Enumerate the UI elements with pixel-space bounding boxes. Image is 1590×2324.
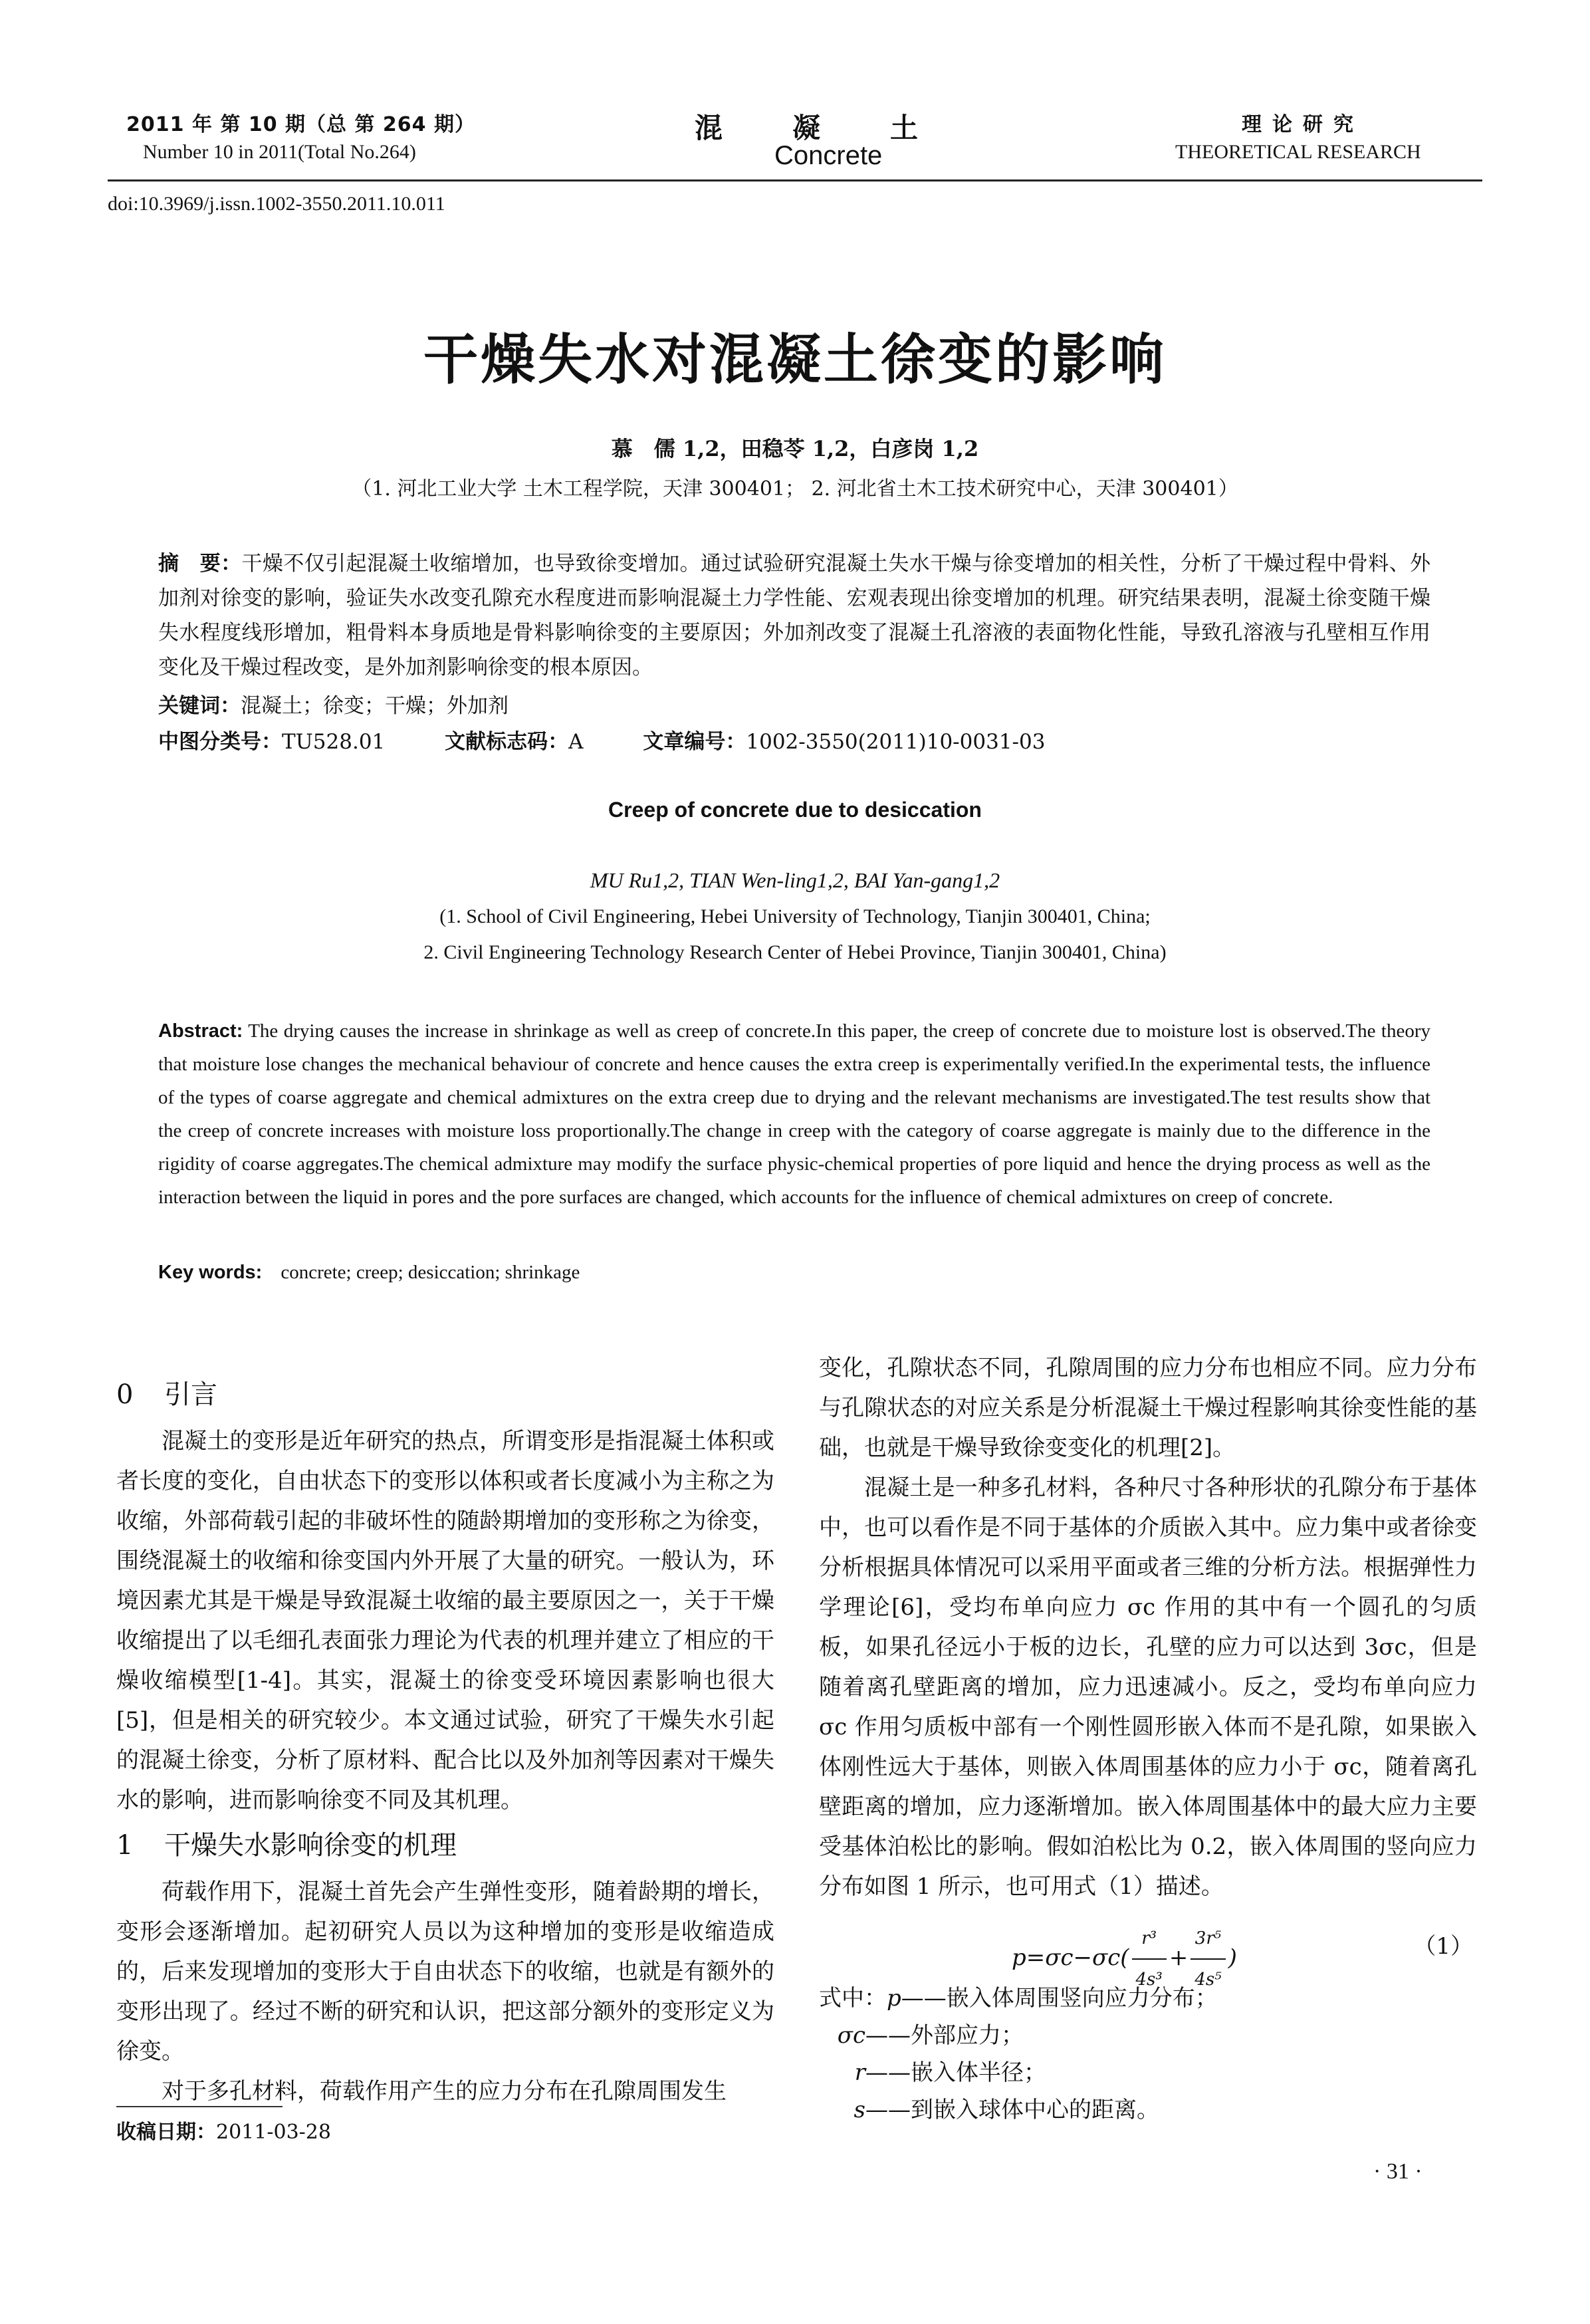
section-name-cn: 理论研究: [1242, 113, 1364, 136]
definition: ——到嵌入球体中心的距离。: [865, 2097, 1159, 2123]
abstract-cn: [158, 546, 1430, 685]
equation-rhs: ): [1228, 1944, 1237, 1971]
paragraph: 对于多孔材料，荷载作用产生的应力分布在孔隙周围发生: [162, 2078, 727, 2105]
journal-name-en: Concrete: [774, 141, 883, 170]
equation-body: [1012, 1918, 1237, 2000]
article-no-value: 1002-3550(2011)10-0031-03: [746, 730, 1046, 754]
section-title: 干燥失水影响徐变的机理: [164, 1830, 457, 1861]
page-number: · 31 ·: [1373, 2159, 1422, 2184]
header-rule: [108, 179, 1482, 181]
fraction-denominator: 4s⁵: [1194, 1970, 1222, 1990]
abstract-en-label: Abstract:: [158, 1020, 243, 1042]
fraction-2: [1191, 1918, 1225, 2000]
abstract-cn-label: 摘 要：: [158, 552, 242, 576]
definitions-intro: 式中：: [819, 1985, 887, 2012]
keywords-en-label: Key words:: [158, 1262, 263, 1283]
affiliation-en-1: (1. School of Civil Engineering, Hebei University of Technology, Tianjin 300401, China;: [439, 905, 1151, 927]
keywords-cn: [158, 689, 509, 719]
paragraph: 荷载作用下，混凝土首先会产生弹性变形，随着龄期的增长，变形会逐渐增加。起初研究人员以为这种增加的变形是收缩造成的，后来发现增加的变形大于自由状态下的收缩，也就是有额外的变形出现了。经过不断的研究和认识，把这部分额外的变形定义为徐变。: [116, 1879, 774, 2065]
footnote-rule: [116, 2106, 283, 2107]
affiliations-cn: （1. 河北工业大学 土木工程学院，天津 300401； 2. 河北省土木工技术研究中心，天津 300401）: [352, 477, 1238, 501]
section-heading-0: [116, 1375, 774, 1415]
definition-row: [819, 2054, 1477, 2091]
doi: doi:10.3969/j.issn.1002-3550.2011.10.011: [108, 193, 445, 215]
fraction-numerator: r³: [1132, 1918, 1167, 1960]
symbol-definitions: [819, 1980, 1477, 2129]
received-value: 2011-03-28: [216, 2121, 331, 2144]
keywords-en-text: concrete; creep; desiccation; shrinkage: [281, 1262, 580, 1283]
section-name-en: THEORETICAL RESEARCH: [1175, 141, 1421, 163]
classification-line: [158, 725, 1098, 755]
paper-title-en: Creep of concrete due to desiccation: [608, 798, 982, 822]
symbol: σc: [837, 2022, 865, 2049]
journal-name-cn: 混凝土: [695, 112, 988, 144]
equation-plus: +: [1169, 1944, 1189, 1971]
authors-en: MU Ru1,2, TIAN Wen-ling1,2, BAI Yan-gang1,2: [590, 868, 1000, 892]
definition-row: [819, 2017, 1477, 2054]
abstract-en: [158, 1014, 1430, 1214]
issue-cn: 2011 年 第 10 期（总 第 264 期）: [126, 113, 475, 136]
equation-lhs: p=σc−σc(: [1012, 1944, 1129, 1971]
clc-value: TU528.01: [282, 730, 386, 754]
fraction-denominator: 4s³: [1135, 1970, 1163, 1990]
definition: ——嵌入体周围竖向应力分布；: [901, 1985, 1218, 2012]
doc-code-label: 文献标志码：: [445, 730, 569, 754]
doc-code-value: A: [568, 730, 584, 754]
article-no-label: 文章编号：: [643, 730, 746, 754]
equation-1: [819, 1907, 1477, 1990]
section-heading-1: [116, 1825, 774, 1865]
fraction-numerator: 3r⁵: [1191, 1918, 1225, 1960]
abstract-en-text: The drying causes the increase in shrinkage as well as creep of concrete.In this paper, the creep of concrete due to moisture lost is observed.The theory that moisture lose changes the mechanical behaviour of concrete and hence causes the extra creep is experimentally verified.In the experimental tests, the influence of the types of coarse aggregate and chemical admixtures on the extra creep due to drying and the relevant mechanisms are investigated.The test results show that the creep of concrete increases with moisture loss proportionally.The change in creep with the category of coarse aggregate is mainly due to the difference in the rigidity of coarse aggregates.The chemical admixture may modify the surface physic-chemical properties of pore liquid and hence the drying process as well as the interaction between the liquid in pores and the pore surfaces are changed, which accounts for the influence of chemical admixtures on creep of concrete.: [158, 1020, 1430, 1208]
keywords-cn-text: 混凝土；徐变；干燥；外加剂: [241, 694, 509, 718]
paper-title-cn: 干燥失水对混凝土徐变的影响: [423, 328, 1167, 392]
issue-en: Number 10 in 2011(Total No.264): [143, 141, 416, 163]
paragraph: 混凝土是一种多孔材料，各种尺寸各种形状的孔隙分布于基体中，也可以看作是不同于基体的介质嵌入其中。应力集中或者徐变分析根据具体情况可以采用平面或者三维的分析方法。根据弹性力学理论[6]，受均布单向应力 σc 作用的其中有一个圆孔的匀质板，如果孔径远小于板的边长，孔壁的应力可以达到 3σc，但是随着离孔壁距离的增加，应力迅速减小。反之，受均布单向应力 σc 作用匀质板中部有一个刚性圆形嵌入体而不是孔隙，如果嵌入体刚性远大于基体，则嵌入体周围基体的应力小于 σc，随着离孔壁距离的增加，应力逐渐增加。嵌入体周围基体中的最大应力主要受基体泊松比的影响。假如泊松比为 0.2，嵌入体周围的竖向应力分布如图 1 所示，也可用式（1）描述。: [819, 1474, 1477, 1900]
doc-code-field: [445, 730, 583, 754]
body-left-column: [116, 1369, 774, 2111]
section-number: 1: [116, 1830, 134, 1861]
clc-label: 中图分类号：: [158, 730, 282, 754]
keywords-en: [158, 1262, 580, 1284]
authors-cn: 慕 儒 1,2，田稳苓 1,2，白彦岗 1,2: [611, 436, 979, 461]
symbol: s: [853, 2097, 865, 2123]
section-number: 0: [116, 1379, 134, 1410]
equation-number: （1）: [1413, 1933, 1473, 1960]
abstract-cn-text: 干燥不仅引起混凝土收缩增加，也导致徐变增加。通过试验研究混凝土失水干燥与徐变增加的相关性，分析了干燥过程中骨料、外加剂对徐变的影响，验证失水改变孔隙充水程度进而影响混凝土力学性能、宏观表现出徐变增加的机理。研究结果表明，混凝土徐变随干燥失水程度线形增加，粗骨料本身质地是骨料影响徐变的主要原因；外加剂改变了混凝土孔溶液的表面物化性能，导致孔溶液与孔壁相互作用变化及干燥过程改变，是外加剂影响徐变的根本原因。: [158, 552, 1431, 679]
fraction-1: [1132, 1918, 1167, 2000]
paragraph: 变化，孔隙状态不同，孔隙周围的应力分布也相应不同。应力分布与孔隙状态的对应关系是分析混凝土干燥过程影响其徐变性能的基础，也就是干燥导致徐变变化的机理[2]。: [819, 1355, 1477, 1461]
received-label: 收稿日期：: [116, 2121, 216, 2144]
symbol: r: [854, 2059, 865, 2086]
section-title: 引言: [164, 1379, 217, 1410]
keywords-cn-label: 关键词：: [158, 694, 241, 718]
definition: ——外部应力；: [865, 2022, 1024, 2049]
article-no-field: [643, 730, 1045, 754]
definition-row: [819, 2091, 1477, 2129]
clc-field: [158, 730, 385, 754]
definition: ——嵌入体半径；: [865, 2059, 1046, 2086]
affiliation-en-2: 2. Civil Engineering Technology Research Center of Hebei Province, Tianjin 300401, China): [423, 941, 1167, 963]
symbol: p: [887, 1985, 901, 2012]
received-date: [116, 2115, 331, 2145]
body-right-column: [819, 1348, 1477, 2129]
paragraph: 混凝土的变形是近年研究的热点，所谓变形是指混凝土体积或者长度的变化，自由状态下的变形以体积或者长度减小为主称之为收缩，外部荷载引起的非破坏性的随龄期增加的变形称之为徐变，围绕混凝土的收缩和徐变国内外开展了大量的研究。一般认为，环境因素尤其是干燥是导致混凝土收缩的最主要原因之一，关于干燥收缩提出了以毛细孔表面张力理论为代表的机理并建立了相应的干燥收缩模型[1-4]。其实，混凝土的徐变受环境因素影响也很大[5]，但是相关的研究较少。本文通过试验，研究了干燥失水引起的混凝土徐变，分析了原材料、配合比以及外加剂等因素对干燥失水的影响，进而影响徐变不同及其机理。: [116, 1428, 774, 1813]
